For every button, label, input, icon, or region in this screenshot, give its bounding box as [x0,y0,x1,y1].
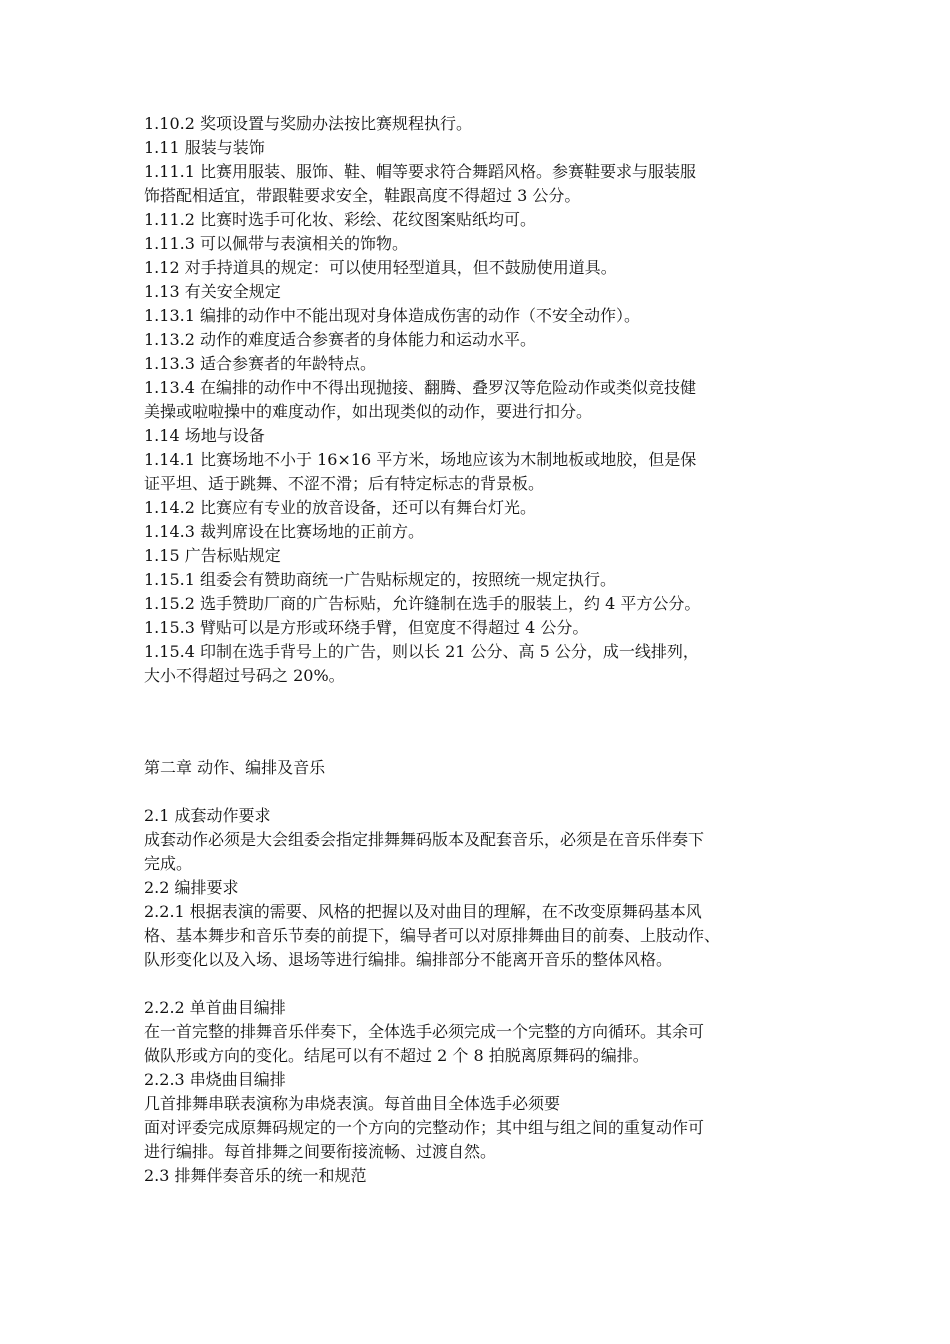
text-line: 1.14.3 裁判席设在比赛场地的正前方。 [144,522,424,541]
chapter-title: 第二章 动作、编排及音乐 [144,758,326,777]
text-line: 1.12 对手持道具的规定：可以使用轻型道具，但不鼓励使用道具。 [144,258,617,277]
text-line: 进行编排。每首排舞之间要衔接流畅、过渡自然。 [144,1142,497,1161]
section-2-block [144,804,816,972]
text-line: 1.13.1 编排的动作中不能出现对身体造成伤害的动作（不安全动作）。 [144,306,640,325]
text-line: 1.14.1 比赛场地不小于 16×16 平方米，场地应该为木制地板或地胶，但是保 [144,450,697,469]
section-heading: 2.3 排舞伴奏音乐的统一和规范 [144,1166,367,1185]
section-heading: 2.2.2 单首曲目编排 [144,998,286,1017]
section-heading: 2.1 成套动作要求 [144,806,271,825]
text-line: 1.11.1 比赛用服装、服饰、鞋、帽等要求符合舞蹈风格。参赛鞋要求与服装服 [144,162,696,181]
text-line: 成套动作必须是大会组委会指定排舞舞码版本及配套音乐，必须是在音乐伴奏下 [144,830,705,849]
document-page [144,112,816,1188]
section-heading: 1.15 广告标贴规定 [144,546,281,565]
section-heading: 1.13 有关安全规定 [144,282,281,301]
text-line: 1.13.2 动作的难度适合参赛者的身体能力和运动水平。 [144,330,536,349]
text-line: 1.15.3 臂贴可以是方形或环绕手臂，但宽度不得超过 4 公分。 [144,618,589,637]
text-line: 饰搭配相适宜，带跟鞋要求安全，鞋跟高度不得超过 3 公分。 [144,186,581,205]
text-line: 完成。 [144,854,193,873]
section-1-block [144,112,816,688]
text-line: 1.15.4 印制在选手背号上的广告，则以长 21 公分、高 5 公分，成一线排列， [144,642,699,661]
text-line: 队形变化以及入场、退场等进行编排。编排部分不能离开音乐的整体风格。 [144,950,673,969]
text-line: 在一首完整的排舞音乐伴奏下，全体选手必须完成一个完整的方向循环。其余可 [144,1022,705,1041]
text-line: 2.2.1 根据表演的需要、风格的把握以及对曲目的理解，在不改变原舞码基本风 [144,902,702,921]
section-heading: 2.2.3 串烧曲目编排 [144,1070,286,1089]
spacer [144,780,816,804]
text-line: 1.11.3 可以佩带与表演相关的饰物。 [144,234,408,253]
spacer [144,972,816,996]
text-line: 面对评委完成原舞码规定的一个方向的完整动作；其中组与组之间的重复动作可 [144,1118,705,1137]
text-line: 1.14.2 比赛应有专业的放音设备，还可以有舞台灯光。 [144,498,536,517]
text-line: 几首排舞串联表演称为串烧表演。每首曲目全体选手必须要 [144,1094,561,1113]
text-line: 1.13.4 在编排的动作中不得出现抛接、翻腾、叠罗汉等危险动作或类似竞技健 [144,378,696,397]
text-line: 1.13.3 适合参赛者的年龄特点。 [144,354,376,373]
text-line: 1.15.1 组委会有赞助商统一广告贴标规定的，按照统一规定执行。 [144,570,616,589]
section-2-2-block [144,996,816,1188]
section-heading: 2.2 编排要求 [144,878,239,897]
text-line: 1.15.2 选手赞助厂商的广告标贴，允许缝制在选手的服装上，约 4 平方公分。 [144,594,701,613]
text-line: 1.10.2 奖项设置与奖励办法按比赛规程执行。 [144,114,472,133]
text-line: 美操或啦啦操中的难度动作，如出现类似的动作，要进行扣分。 [144,402,593,421]
text-line: 做队形或方向的变化。结尾可以有不超过 2 个 8 拍脱离原舞码的编排。 [144,1046,649,1065]
text-line: 格、基本舞步和音乐节奏的前提下，编导者可以对原排舞曲目的前奏、上肢动作、 [144,926,721,945]
spacer [144,688,816,712]
spacer [144,712,816,756]
text-line: 大小不得超过号码之 20%。 [144,666,345,685]
section-heading: 1.11 服装与装饰 [144,138,265,157]
text-line: 证平坦、适于跳舞、不涩不滑；后有特定标志的背景板。 [144,474,545,493]
section-heading: 1.14 场地与设备 [144,426,265,445]
text-line: 1.11.2 比赛时选手可化妆、彩绘、花纹图案贴纸均可。 [144,210,536,229]
